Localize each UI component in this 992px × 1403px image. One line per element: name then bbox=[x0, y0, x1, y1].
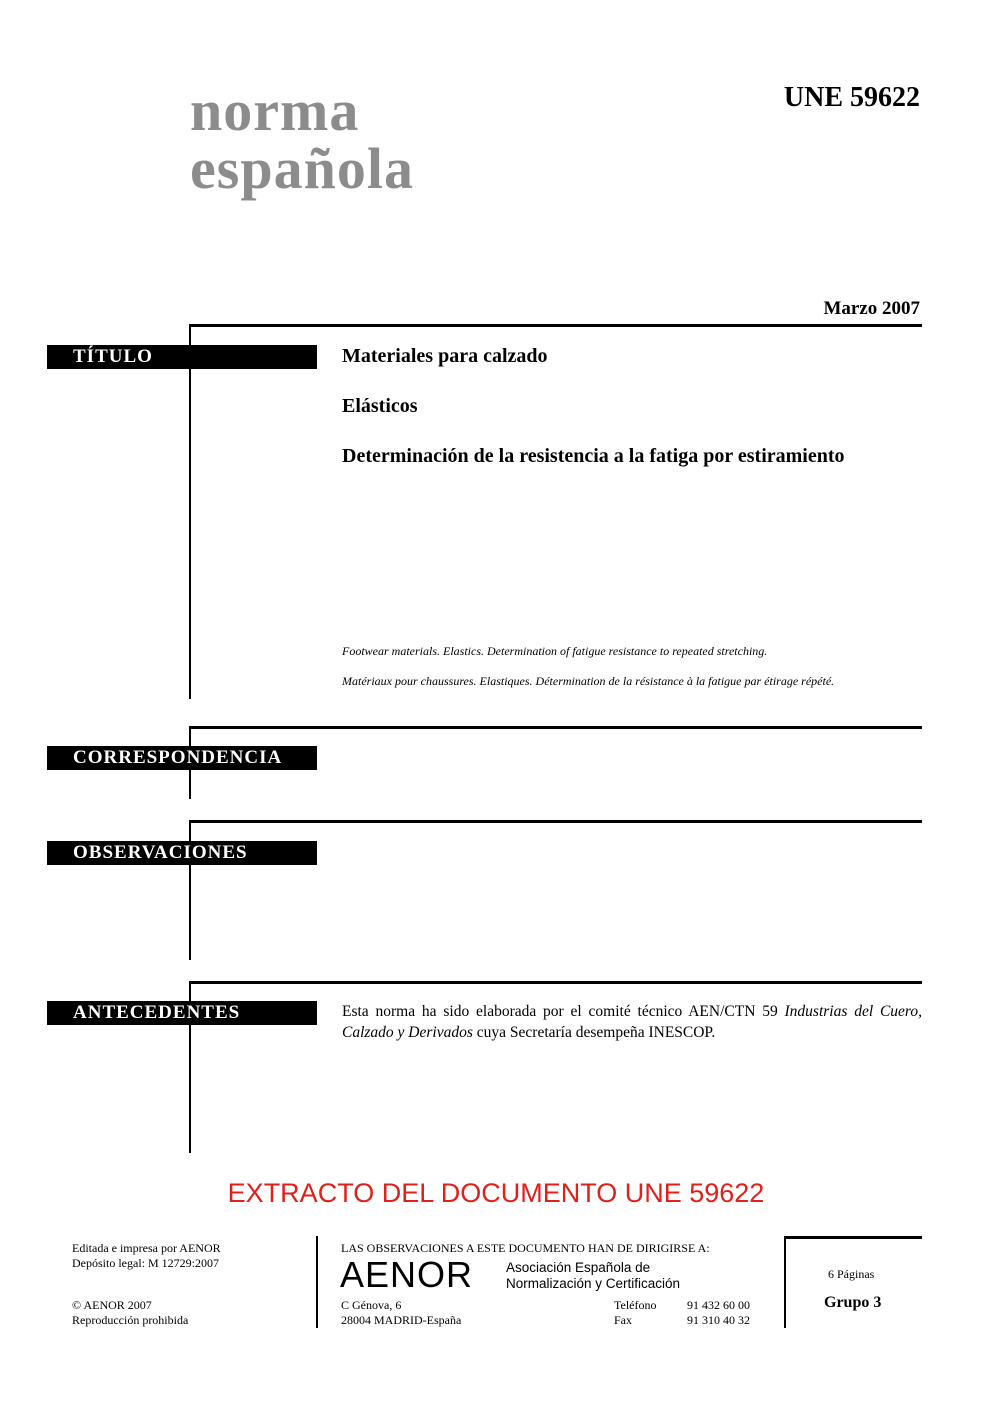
footer-group: Grupo 3 bbox=[824, 1294, 882, 1311]
section-rule-correspondencia bbox=[189, 726, 922, 729]
label-antecedentes: ANTECEDENTES bbox=[47, 1001, 317, 1025]
org-line-1: Asociación Española de bbox=[506, 1260, 651, 1275]
label-correspondencia: CORRESPONDENCIA bbox=[47, 746, 317, 770]
footer-divider-right bbox=[784, 1236, 786, 1328]
label-titulo: TÍTULO bbox=[47, 345, 317, 369]
brand-line-2: española bbox=[190, 136, 414, 201]
footer-phone: 91 432 60 00 bbox=[687, 1298, 750, 1312]
title-line-2: Elásticos bbox=[342, 395, 418, 417]
footer-box-top bbox=[784, 1236, 922, 1239]
footer-reproduction: Reproducción prohibida bbox=[72, 1313, 189, 1327]
title-line-1: Materiales para calzado bbox=[342, 345, 548, 367]
antecedentes-text-b: cuya Secretaría desempeña INESCOP. bbox=[472, 1024, 716, 1041]
footer-address-1: C Génova, 6 bbox=[341, 1298, 402, 1312]
aenor-logo: AENOR bbox=[340, 1254, 474, 1295]
footer-observations-note: LAS OBSERVACIONES A ESTE DOCUMENTO HAN DE DIRIGIRSE A: bbox=[341, 1241, 710, 1255]
title-english: Footwear materials. Elastics. Determination of fatigue resistance to repeated stretching. bbox=[342, 644, 768, 658]
aenor-full-name bbox=[506, 1260, 680, 1292]
footer-pages: 6 Páginas bbox=[828, 1267, 875, 1281]
antecedentes-text bbox=[342, 1001, 922, 1043]
title-french: Matériaux pour chaussures. Elastiques. Détermination de la résistance à la fatigue par étirage répété. bbox=[342, 674, 835, 688]
standard-code: UNE 59622 bbox=[783, 82, 920, 113]
title-line-3: Determinación de la resistencia a la fatiga por estiramiento bbox=[342, 445, 845, 467]
brand-line-1: norma bbox=[190, 78, 360, 143]
footer-copyright: © AENOR 2007 bbox=[72, 1298, 152, 1312]
section-vrule-titulo bbox=[189, 324, 191, 699]
committee-name: Industrias del Cuero, Calzado y Derivados bbox=[342, 1003, 922, 1041]
footer-fax: 91 310 40 32 bbox=[687, 1313, 750, 1327]
brand-title bbox=[190, 78, 414, 201]
footer-divider-left bbox=[316, 1236, 318, 1328]
footer-deposit: Depósito legal: M 12729:2007 bbox=[72, 1256, 219, 1270]
section-rule-observaciones bbox=[189, 820, 922, 823]
footer-address-2: 28004 MADRID-España bbox=[341, 1313, 462, 1327]
section-rule-antecedentes bbox=[189, 981, 922, 984]
antecedentes-text-a: Esta norma ha sido elaborada por el comité técnico AEN/CTN 59 bbox=[342, 1003, 785, 1020]
org-line-2: Normalización y Certificación bbox=[506, 1276, 681, 1291]
section-rule-titulo bbox=[189, 324, 922, 327]
footer-edited: Editada e impresa por AENOR bbox=[72, 1241, 221, 1255]
publication-date: Marzo 2007 bbox=[823, 298, 920, 319]
extract-notice: EXTRACTO DEL DOCUMENTO UNE 59622 bbox=[227, 1178, 765, 1208]
label-observaciones: OBSERVACIONES bbox=[47, 841, 317, 865]
footer-fax-label: Fax bbox=[614, 1313, 632, 1327]
footer-phone-label: Teléfono bbox=[614, 1298, 657, 1312]
